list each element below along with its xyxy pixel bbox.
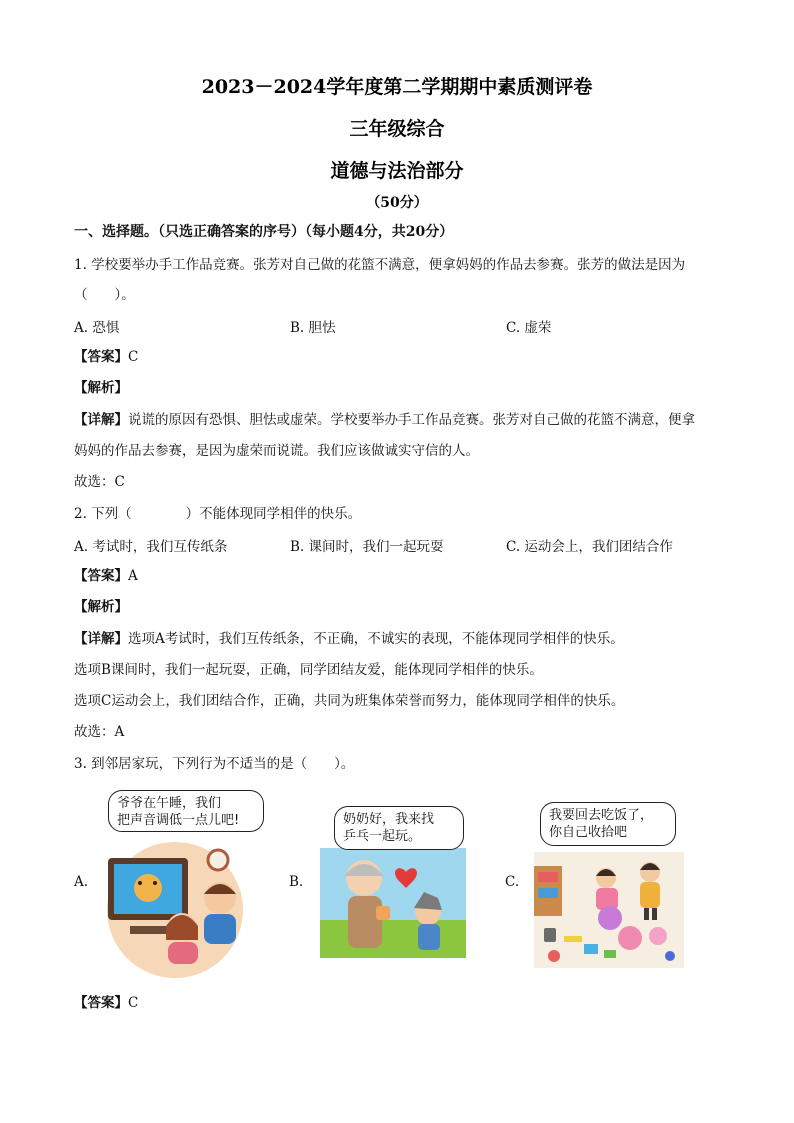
q3-picture-a [100,830,250,978]
q1-option-b: B. 胆怯 [290,320,336,336]
q3-stem: 3. 到邻居家玩，下列行为不适当的是（ ）。 [74,756,355,772]
q3-bubble-c: 我要回去吃饭了， 你自己收拾吧 [540,802,676,846]
q3-bubble-a: 爷爷在午睡，我们 把声音调低一点儿吧! [108,790,264,832]
answer-value: C [128,349,139,365]
answer-tag: 【答案】 [74,568,128,584]
q1-detail-line1 [74,410,724,430]
q2-answer [74,566,724,586]
q1-answer [74,347,724,367]
q2-stem: 2. 下列（ ）不能体现同学相伴的快乐。 [74,506,362,522]
q3-answer [74,993,724,1013]
q2-option-c: C. 运动会上，我们团结合作 [506,539,673,555]
q3-label-a: A. [74,874,89,890]
q2-option-a: A. 考试时，我们互传纸条 [74,539,228,555]
exam-total-score: （50分） [366,195,428,211]
q2-analysis-tag: 【解析】 [74,599,128,615]
q1-analysis-tag: 【解析】 [74,380,128,396]
q2-detail-line1 [74,629,724,649]
q1-stem-line1: 1. 学校要举办手工作品竞赛。张芳对自己做的花篮不满意，便拿妈妈的作品去参赛。张芳的做法是因为 [74,257,686,273]
q1-option-c: C. 虚荣 [506,320,552,336]
q1-option-a: A. 恐惧 [74,320,120,336]
q2-detail-line3: 选项C运动会上，我们团结合作，正确，共同为班集体荣誉而努力，能体现同学相伴的快乐。 [74,693,625,709]
exam-subject: 道德与法治部分 [330,160,464,182]
exam-title: 2023－2024学年度第二学期期中素质测评卷 [201,76,593,98]
q3-bubble-b: 奶奶好，我来找 乒乓一起玩。 [334,806,464,850]
detail-text: 选项A考试时，我们互传纸条，不正确，不诚实的表现，不能体现同学相伴的快乐。 [128,631,624,647]
exam-grade: 三年级综合 [349,118,445,140]
q1-stem-line2: （ ）。 [74,287,135,303]
detail-tag: 【详解】 [74,631,128,647]
q1-choice: 故选：C [74,474,125,490]
answer-value: C [128,995,139,1011]
q2-option-b: B. 课间时，我们一起玩耍 [290,539,444,555]
q3-label-c: C. [505,874,520,890]
q3-label-b: B. [289,874,304,890]
detail-tag: 【详解】 [74,412,128,428]
q2-detail-line2: 选项B课间时，我们一起玩耍，正确，同学团结友爱，能体现同学相伴的快乐。 [74,662,543,678]
q3-picture-b [320,848,466,958]
detail-text: 说谎的原因有恐惧、胆怯或虚荣。学校要举办手工作品竞赛。张芳对自己做的花篮不满意，便拿 [128,412,695,428]
answer-tag: 【答案】 [74,349,128,365]
q1-detail-line2: 妈妈的作品去参赛，是因为虚荣而说谎。我们应该做诚实守信的人。 [74,443,479,459]
q2-choice: 故选：A [74,724,125,740]
section-heading: 一、选择题。（只选正确答案的序号）（每小题4分，共20分） [74,224,454,240]
q3-picture-c [534,852,684,968]
answer-tag: 【答案】 [74,995,128,1011]
answer-value: A [128,568,138,584]
